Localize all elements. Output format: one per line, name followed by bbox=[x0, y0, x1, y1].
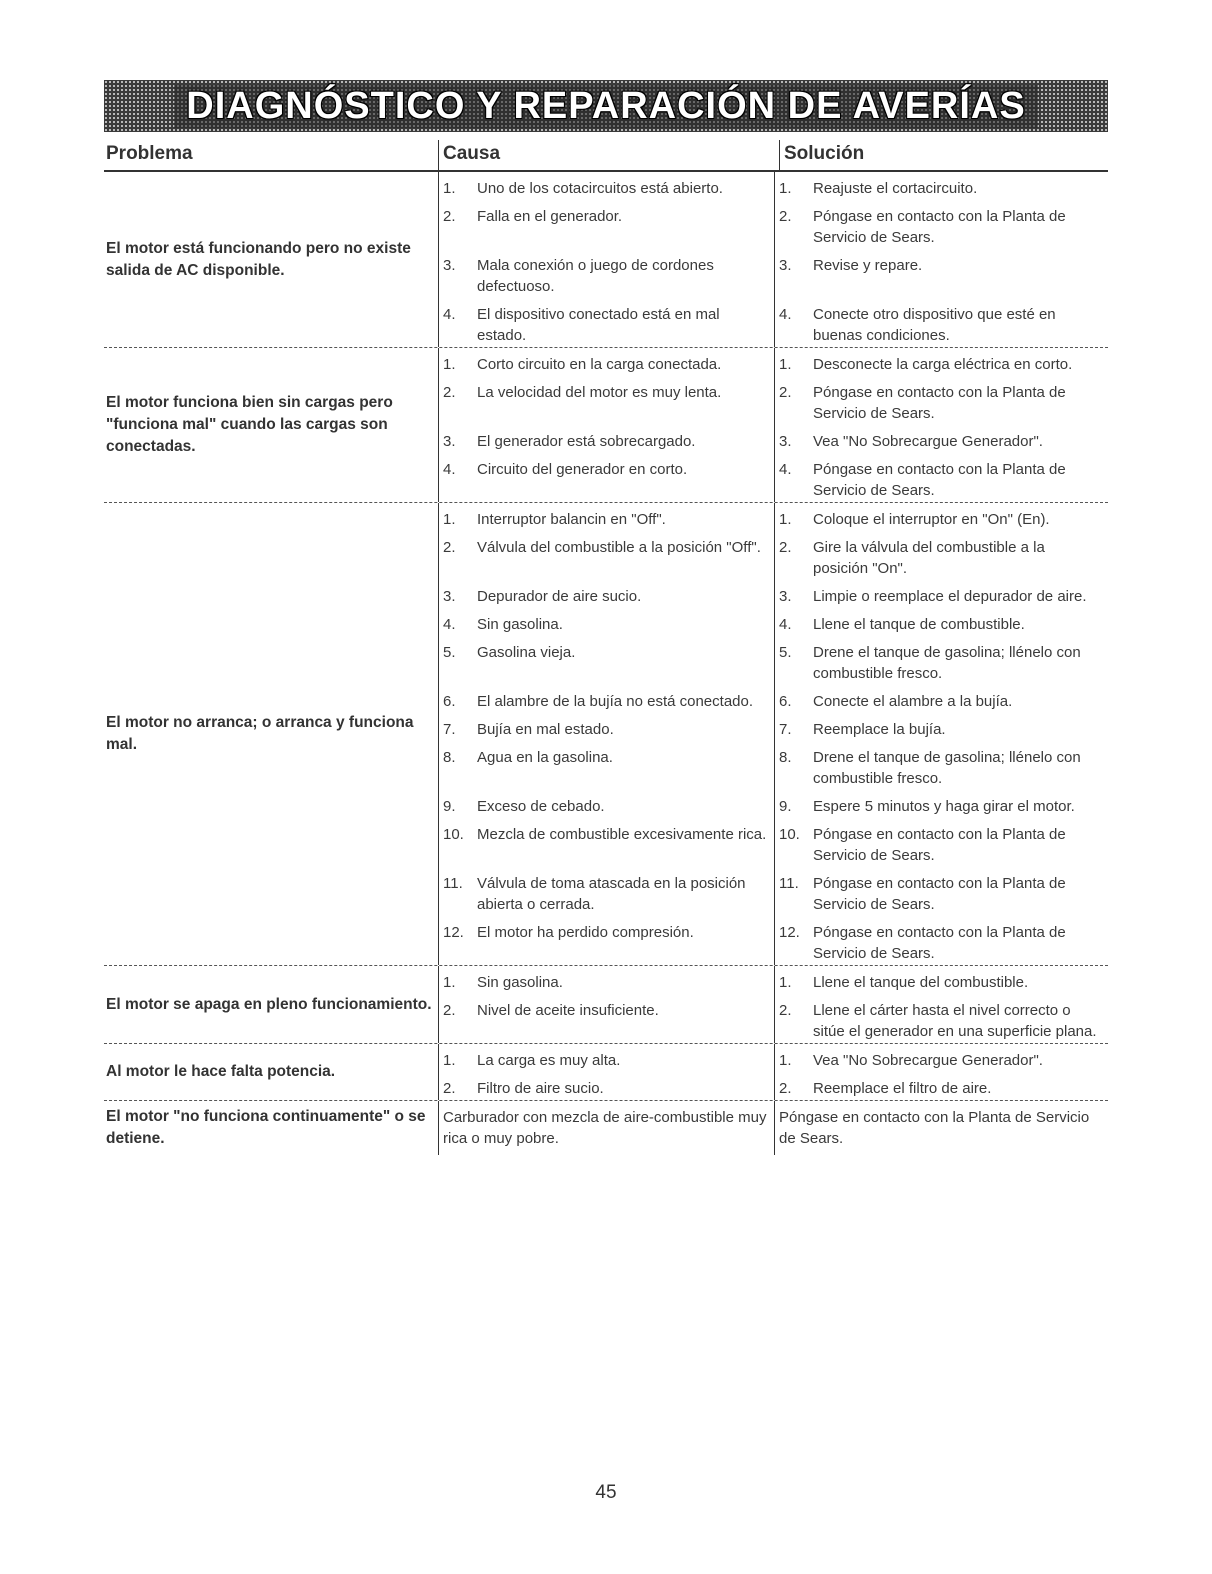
item-number: 7. bbox=[443, 721, 456, 738]
problem-cell: El motor funciona bien sin cargas pero "funciona mal" cuando las cargas son conectadas. bbox=[106, 394, 393, 455]
item-number: 3. bbox=[779, 588, 792, 605]
cause-item bbox=[438, 580, 774, 608]
solution-text: Llene el cárter hasta el nivel correcto o sitúe el generador en una superficie plana. bbox=[813, 1002, 1097, 1040]
table-header bbox=[104, 140, 1108, 172]
page-title: DIAGNÓSTICO Y REPARACIÓN DE AVERÍAS bbox=[174, 85, 1037, 128]
cause-text: Mezcla de combustible excesivamente rica. bbox=[477, 826, 767, 843]
table-row bbox=[104, 966, 1108, 1044]
item-number: 3. bbox=[779, 257, 792, 274]
solution-text: Revise y repare. bbox=[813, 257, 923, 274]
solution-text: Drene el tanque de gasolina; llénelo con combustible fresco. bbox=[813, 749, 1081, 787]
cause-item bbox=[438, 348, 774, 376]
cause-text: Circuito del generador en corto. bbox=[477, 461, 688, 478]
item-number: 2. bbox=[779, 208, 792, 225]
solution-item bbox=[774, 818, 1108, 867]
cause-text: Filtro de aire sucio. bbox=[477, 1080, 604, 1097]
cause-text: Depurador de aire sucio. bbox=[477, 588, 642, 605]
cause-text: Nivel de aceite insuficiente. bbox=[477, 1002, 659, 1019]
problem-cell: El motor se apaga en pleno funcionamiento. bbox=[106, 995, 432, 1013]
solution-item bbox=[774, 172, 1108, 200]
item-number: 2. bbox=[443, 1080, 456, 1097]
item-number: 4. bbox=[779, 461, 792, 478]
solution-text: Póngase en contacto con la Planta de Servicio de Sears. bbox=[813, 924, 1066, 962]
solution-item bbox=[774, 713, 1108, 741]
cause-item bbox=[438, 713, 774, 741]
solution-text: Llene el tanque de combustible. bbox=[813, 616, 1025, 633]
item-number: 2. bbox=[779, 539, 792, 556]
cause-text: Agua en la gasolina. bbox=[477, 749, 613, 766]
cause-item bbox=[438, 608, 774, 636]
item-number: 3. bbox=[443, 433, 456, 450]
cause-item bbox=[438, 636, 774, 685]
cause-item bbox=[438, 503, 774, 531]
solution-text: Conecte otro dispositivo que esté en buenas condiciones. bbox=[813, 306, 1056, 344]
solution-text: Póngase en contacto con la Planta de Servicio de Sears. bbox=[813, 875, 1066, 913]
item-number: 3. bbox=[443, 257, 456, 274]
solution-text: Gire la válvula del combustible a la posición "On". bbox=[813, 539, 1045, 577]
solution-item bbox=[774, 685, 1108, 713]
solution-text: Espere 5 minutos y haga girar el motor. bbox=[813, 798, 1075, 815]
item-number: 3. bbox=[443, 588, 456, 605]
item-number: 2. bbox=[443, 539, 456, 556]
cause-item bbox=[438, 376, 774, 425]
cause-text: Uno de los cotacircuitos está abierto. bbox=[477, 180, 723, 197]
item-number: 2. bbox=[779, 1080, 792, 1097]
cause-item bbox=[438, 531, 774, 580]
solution-text: Reajuste el cortacircuito. bbox=[813, 180, 978, 197]
cause-item bbox=[438, 994, 774, 1043]
item-number: 12. bbox=[779, 924, 800, 941]
solution-item bbox=[774, 580, 1108, 608]
item-number: 11. bbox=[443, 875, 463, 892]
solution-item bbox=[774, 994, 1108, 1043]
solution-item bbox=[774, 966, 1108, 994]
item-number: 5. bbox=[443, 644, 456, 661]
cause-text: Mala conexión o juego de cordones defectuoso. bbox=[477, 257, 714, 295]
cause-text: La velocidad del motor es muy lenta. bbox=[477, 384, 722, 401]
table-row bbox=[104, 503, 1108, 966]
cause-item bbox=[438, 1072, 774, 1100]
cause-text: Exceso de cebado. bbox=[477, 798, 605, 815]
item-number: 2. bbox=[443, 208, 456, 225]
cause-item bbox=[438, 741, 774, 790]
cause-item bbox=[438, 200, 774, 249]
solution-text: Póngase en contacto con la Planta de Servicio de Sears. bbox=[813, 208, 1066, 246]
item-number: 3. bbox=[779, 433, 792, 450]
table-row bbox=[104, 348, 1108, 503]
cause-text: El generador está sobrecargado. bbox=[477, 433, 696, 450]
item-number: 7. bbox=[779, 721, 792, 738]
troubleshooting-table bbox=[104, 140, 1108, 1155]
solution-text: Coloque el interruptor en "On" (En). bbox=[813, 511, 1050, 528]
solution-item bbox=[774, 298, 1108, 347]
solution-item bbox=[774, 636, 1108, 685]
problem-cell: El motor está funcionando pero no existe salida de AC disponible. bbox=[106, 239, 411, 279]
header-problem: Problema bbox=[106, 143, 193, 164]
cause-item bbox=[438, 172, 774, 200]
item-number: 2. bbox=[443, 384, 456, 401]
solution-item bbox=[774, 453, 1108, 502]
cause-item bbox=[438, 425, 774, 453]
cause-text: Carburador con mezcla de aire-combustible muy rica o muy pobre. bbox=[438, 1101, 774, 1155]
problem-cell: Al motor le hace falta potencia. bbox=[106, 1063, 336, 1080]
item-number: 5. bbox=[779, 644, 792, 661]
cause-item bbox=[438, 1044, 774, 1072]
cause-text: Bujía en mal estado. bbox=[477, 721, 614, 738]
solution-item bbox=[774, 200, 1108, 249]
cause-item bbox=[438, 966, 774, 994]
item-number: 11. bbox=[779, 875, 799, 892]
item-number: 1. bbox=[779, 356, 792, 373]
solution-item bbox=[774, 741, 1108, 790]
cause-text: Válvula del combustible a la posición "Off". bbox=[477, 539, 761, 556]
cause-item bbox=[438, 916, 774, 965]
item-number: 1. bbox=[779, 974, 792, 991]
cause-text: Corto circuito en la carga conectada. bbox=[477, 356, 722, 373]
solution-text: Póngase en contacto con la Planta de Servicio de Sears. bbox=[813, 826, 1066, 864]
item-number: 9. bbox=[779, 798, 792, 815]
solution-text: Reemplace el filtro de aire. bbox=[813, 1080, 992, 1097]
table-row bbox=[104, 172, 1108, 348]
solution-item bbox=[774, 376, 1108, 425]
solution-item bbox=[774, 503, 1108, 531]
cause-text: Válvula de toma atascada en la posición abierta o cerrada. bbox=[477, 875, 746, 913]
cause-text: Sin gasolina. bbox=[477, 974, 563, 991]
solution-item bbox=[774, 531, 1108, 580]
item-number: 1. bbox=[443, 180, 456, 197]
solution-item bbox=[774, 1044, 1108, 1072]
item-number: 1. bbox=[443, 1052, 456, 1069]
item-number: 1. bbox=[443, 974, 456, 991]
item-number: 4. bbox=[443, 306, 456, 323]
table-row bbox=[104, 1101, 1108, 1155]
item-number: 2. bbox=[443, 1002, 456, 1019]
solution-text: Póngase en contacto con la Planta de Servicio de Sears. bbox=[813, 384, 1066, 422]
item-number: 1. bbox=[779, 1052, 792, 1069]
solution-text: Drene el tanque de gasolina; llénelo con combustible fresco. bbox=[813, 644, 1081, 682]
cause-item bbox=[438, 685, 774, 713]
solution-item bbox=[774, 916, 1108, 965]
cause-item bbox=[438, 453, 774, 502]
item-number: 8. bbox=[779, 749, 792, 766]
solution-text: Póngase en contacto con la Planta de Servicio de Sears. bbox=[813, 461, 1066, 499]
item-number: 4. bbox=[443, 461, 456, 478]
item-number: 6. bbox=[443, 693, 456, 710]
cause-text: Falla en el generador. bbox=[477, 208, 623, 225]
item-number: 1. bbox=[779, 180, 792, 197]
problem-cell: El motor no arranca; o arranca y funciona mal. bbox=[106, 714, 414, 753]
solution-text: Llene el tanque del combustible. bbox=[813, 974, 1029, 991]
solution-item bbox=[774, 790, 1108, 818]
cause-item bbox=[438, 790, 774, 818]
solution-item bbox=[774, 867, 1108, 916]
header-solution: Solución bbox=[779, 140, 1108, 170]
item-number: 2. bbox=[779, 384, 792, 401]
solution-text: Limpie o reemplace el depurador de aire. bbox=[813, 588, 1087, 605]
cause-item bbox=[438, 818, 774, 867]
item-number: 10. bbox=[443, 826, 464, 843]
cause-text: Interruptor balancin en "Off". bbox=[477, 511, 666, 528]
item-number: 10. bbox=[779, 826, 800, 843]
table-row bbox=[104, 1044, 1108, 1101]
item-number: 1. bbox=[779, 511, 792, 528]
solution-item bbox=[774, 348, 1108, 376]
cause-text: El dispositivo conectado está en mal estado. bbox=[477, 306, 720, 344]
item-number: 12. bbox=[443, 924, 464, 941]
solution-text: Vea "No Sobrecargue Generador". bbox=[813, 1052, 1043, 1069]
solution-text: Póngase en contacto con la Planta de Servicio de Sears. bbox=[774, 1101, 1108, 1155]
solution-text: Conecte el alambre a la bujía. bbox=[813, 693, 1013, 710]
cause-text: El motor ha perdido compresión. bbox=[477, 924, 694, 941]
cause-text: La carga es muy alta. bbox=[477, 1052, 621, 1069]
item-number: 8. bbox=[443, 749, 456, 766]
item-number: 9. bbox=[443, 798, 456, 815]
cause-text: El alambre de la bujía no está conectado. bbox=[477, 693, 754, 710]
cause-item bbox=[438, 249, 774, 298]
solution-text: Reemplace la bujía. bbox=[813, 721, 946, 738]
solution-text: Desconecte la carga eléctrica en corto. bbox=[813, 356, 1073, 373]
problem-cell: El motor "no funciona continuamente" o se detiene. bbox=[106, 1108, 426, 1147]
cause-text: Gasolina vieja. bbox=[477, 644, 576, 661]
solution-item bbox=[774, 425, 1108, 453]
solution-item bbox=[774, 249, 1108, 298]
header-cause: Causa bbox=[438, 140, 779, 170]
item-number: 2. bbox=[779, 1002, 792, 1019]
solution-item bbox=[774, 1072, 1108, 1100]
item-number: 4. bbox=[443, 616, 456, 633]
item-number: 1. bbox=[443, 511, 456, 528]
page-number: 45 bbox=[595, 1482, 617, 1503]
solution-text: Vea "No Sobrecargue Generador". bbox=[813, 433, 1043, 450]
cause-item bbox=[438, 867, 774, 916]
item-number: 1. bbox=[443, 356, 456, 373]
cause-item bbox=[438, 298, 774, 347]
item-number: 6. bbox=[779, 693, 792, 710]
title-banner bbox=[104, 80, 1108, 132]
cause-text: Sin gasolina. bbox=[477, 616, 563, 633]
solution-item bbox=[774, 608, 1108, 636]
item-number: 4. bbox=[779, 616, 792, 633]
item-number: 4. bbox=[779, 306, 792, 323]
